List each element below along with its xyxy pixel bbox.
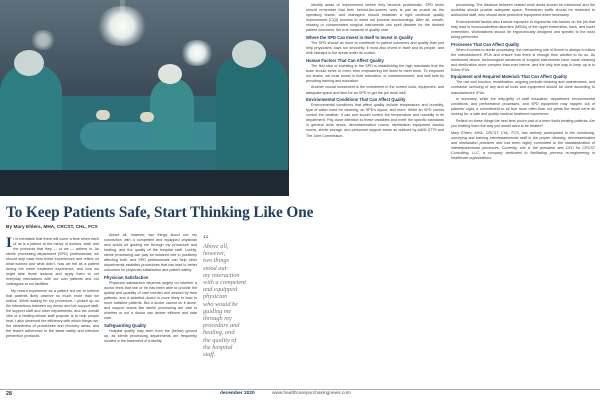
lead-paragraph bbox=[6, 237, 99, 287]
paragraph: processing. The distance between related work areas should be minimized and the workflow should provide adequate space. Pedestrian traffic should be restricted to authorized staff, who should wear protective equipment when necessary. bbox=[451, 3, 595, 18]
paragraph: The first step of investing in the SPD is establishing the high standards that the team should strive to meet, then empowering the team to meet them. To empower our teams, we must invest in their education, or commencement, and skill sets by providing training and education. bbox=[306, 63, 444, 83]
pull-quote-line: staff. bbox=[203, 351, 216, 359]
section-heading: Equipment and Required Materials That Can Affect Quality bbox=[451, 74, 568, 80]
section-heading: Where the SPD Can Invest in Itself to Invest in Quality bbox=[306, 34, 413, 40]
article-column-4 bbox=[451, 3, 595, 388]
pull-quote-line: with a competent bbox=[203, 279, 247, 287]
article-title: To Keep Patients Safe, Start Thinking Like One bbox=[6, 204, 314, 221]
section-heading: Human Factors That Can Affect Quality bbox=[306, 57, 384, 63]
section-heading: Physician Satisfaction bbox=[104, 274, 149, 280]
lead-text: t is inevitable that there will come a time when each of us is a patient at the mercy of doctors, staff, and the protocols that they — or we — adhere to. As sterile processing department (SPD) professionals, we should step back from these experiences and reflect on what worked and what didn't, how we felt as a patient during the entire treatment experience, and how we might take those lessons and apply them to our everyday interactions with our own patients and our colleagues at our facilities. bbox=[6, 237, 99, 287]
article-column-3 bbox=[306, 3, 444, 388]
pull-quote bbox=[203, 231, 287, 359]
pull-quote-line: stood out: bbox=[203, 264, 229, 272]
pull-quote-line: my interaction bbox=[203, 271, 240, 279]
pull-quote-line: physician bbox=[203, 293, 228, 301]
footer-divider bbox=[0, 389, 600, 390]
surgical-light bbox=[30, 30, 56, 50]
paragraph: In summary, while the nitty-gritty of staff education, department environmental conditions, and performance processes, and SPD equipment may happen out of patients' sight, a commitment to all four more often than not yields the result we're all looking for: a safe and quality medical treatment experience. bbox=[451, 97, 595, 117]
paragraph: Environmental conditions that affect quality include temperature and humidity, type of water used for cleaning, an SPD's layout, and more. While an SPD cannot control the weather, it can and should control the temperature and humidity in its department. Pay close attention to these variables and meet the specific standards in general work areas, decontamination rooms, sterilization equipment access rooms, sterile storage, and personnel support areas as outlined by AAMI ST79 and The Joint Commission. bbox=[306, 103, 444, 138]
paragraph: identify areas of improvement before they become problematic. SPD techs should remember that their behind-the-scenes work is just as crucial as the operating teams, and managers should establish a rigid continual quality improvement (CQI) process to weed out process shortcomings. After all, unsafe, missing or contaminated surgical instruments can spell disaster for the desired patient outcomes, the true measure of quality care. bbox=[306, 3, 444, 33]
surgeon-figure bbox=[150, 78, 194, 148]
paragraph: Physician satisfaction depends largely on whether a doctor feels that she or he has been able to provide the quality and quantity of care needed and desired by their patients, and a satisfied doctor is more likely to lead to more satisfied patients. But a doctor cannot do it alone, and support teams like sterile processing are vital to whether or not a doctor can deliver efficient and safe care. bbox=[104, 281, 197, 321]
quote-mark-icon: “ bbox=[203, 231, 209, 246]
section-heading: Processes That Can Affect Quality bbox=[451, 41, 520, 47]
paragraph: The SPD should do more to contribute to patient outcomes and quality than just help physicians' days run smoothly; it must also invest in itself and its people, and limit mishaps in the areas under its control. bbox=[306, 40, 444, 56]
paragraph: Hospital quality may stem from the (below) ground up, as sterile processing departments are frequently located in the basement of a facility. bbox=[104, 329, 197, 344]
article-byline: By Mary Ehlers, MHA, CRCST, CHL, FCS bbox=[6, 225, 98, 230]
paragraph: The use and function, recalibration, ongoing periodic cleaning and maintenance, and contractor servicing of any and all tools and equipment should be done according to manufacturers' IFUs. bbox=[451, 80, 595, 95]
surgical-light bbox=[96, 6, 148, 46]
pull-quote-line: the hospital bbox=[203, 343, 233, 351]
gloved-hand bbox=[96, 110, 110, 120]
pull-quote-line: procedure and bbox=[203, 322, 240, 330]
section-heading: Safeguarding Quality bbox=[104, 322, 147, 328]
paragraph: My recent experience as a patient led me to believe that patients likely observe so much more than we realize. While waiting for my procedure, I picked up on the interactions between my doctor and her support staff, the support staff and other departments, and the overall vibe of a healthy-whose staff purpose is to help people heal. I also observed the efficiency with which things ran, the cleanliness of procedures and recovery areas, and the team's adherence to the latest safety and infection prevention protocols. bbox=[6, 289, 99, 339]
article-column-1 bbox=[6, 237, 99, 387]
pull-quote-line: guiding me bbox=[203, 307, 232, 315]
pull-quote-line: and equipped bbox=[203, 286, 238, 294]
issue-date: december 2020 bbox=[220, 391, 255, 396]
publication-website[interactable]: www.healthcarepurchasingnews.com bbox=[272, 391, 351, 396]
paragraph: When it comes to sterile processing, the overarching rule of thumb is always to follow the manufacturers' IFUs and ensure that there is enough time allotted to do so. As mentioned above, technological advances of surgical instruments have made cleaning and sterilization more complex than ever before, and the only true way to keep up is to follow IFUs. bbox=[451, 47, 595, 72]
paragraph: Above all, however, two things stood out: my connection with a competent and equipped physician who would be guiding me through my procedure and healing, and the quality of the hospital staff. Luckily, sterile processing can play an outsized role in positively affecting both, and SPD professionals can help other departments establish procedures that can lead to better outcomes for physician satisfaction and patient safety. bbox=[104, 233, 197, 273]
gloved-hand bbox=[140, 112, 154, 122]
article-column-2 bbox=[104, 233, 197, 388]
floor bbox=[0, 170, 289, 196]
pull-quote-line: the quality of bbox=[203, 336, 237, 344]
surgical-cap bbox=[232, 40, 266, 68]
surgical-cap bbox=[158, 64, 182, 84]
pull-quote-line: who would be bbox=[203, 300, 238, 308]
section-heading: Environmental Conditions That Can Affect Quality bbox=[306, 97, 406, 103]
operating-room-photo bbox=[0, 0, 289, 196]
surgical-light bbox=[180, 40, 214, 66]
paragraph: Environmental factors also include exposure to ergonomic risk factors on the job that may lead to musculoskeletal disorders (MSDs) of the upper extremities, back, and lower extremities. Workstations should be ergonomically designed and specific to the work being performed. bbox=[451, 19, 595, 39]
pull-quote-line: two things bbox=[203, 257, 230, 265]
paragraph: Reflect on these things the next time you're part of a team that's treating patients. Are you treating them the way you would want to be treated? bbox=[451, 118, 595, 128]
pull-quote-line: through my bbox=[203, 315, 232, 323]
pull-quote-line: Above all, bbox=[203, 243, 229, 250]
surgical-cap bbox=[14, 50, 44, 76]
pull-quote-line: healing, and bbox=[203, 329, 235, 337]
author-bio: Mary Ehlers, MHA, CRCST, CHL, FCS, has actively participated in the monitoring, surveying and training interdepartmental staff in the proper cleaning, decontamination and sterilization practices and has been highly committed to the standardization of interdepartmental processes. Currently, she is the president and CEO for CRCST Consulting, LLC, a company dedicated to facilitating process re-engineering in healthcare organizations. bbox=[451, 130, 595, 160]
pull-quote-line: however, bbox=[203, 250, 226, 258]
paragraph: Another crucial investment is the investment in the correct tools, equipment, and adequate space and time for an SPD to get the job done well. bbox=[306, 85, 444, 95]
page-number: 28 bbox=[6, 391, 12, 397]
drop-cap: I bbox=[6, 237, 12, 251]
